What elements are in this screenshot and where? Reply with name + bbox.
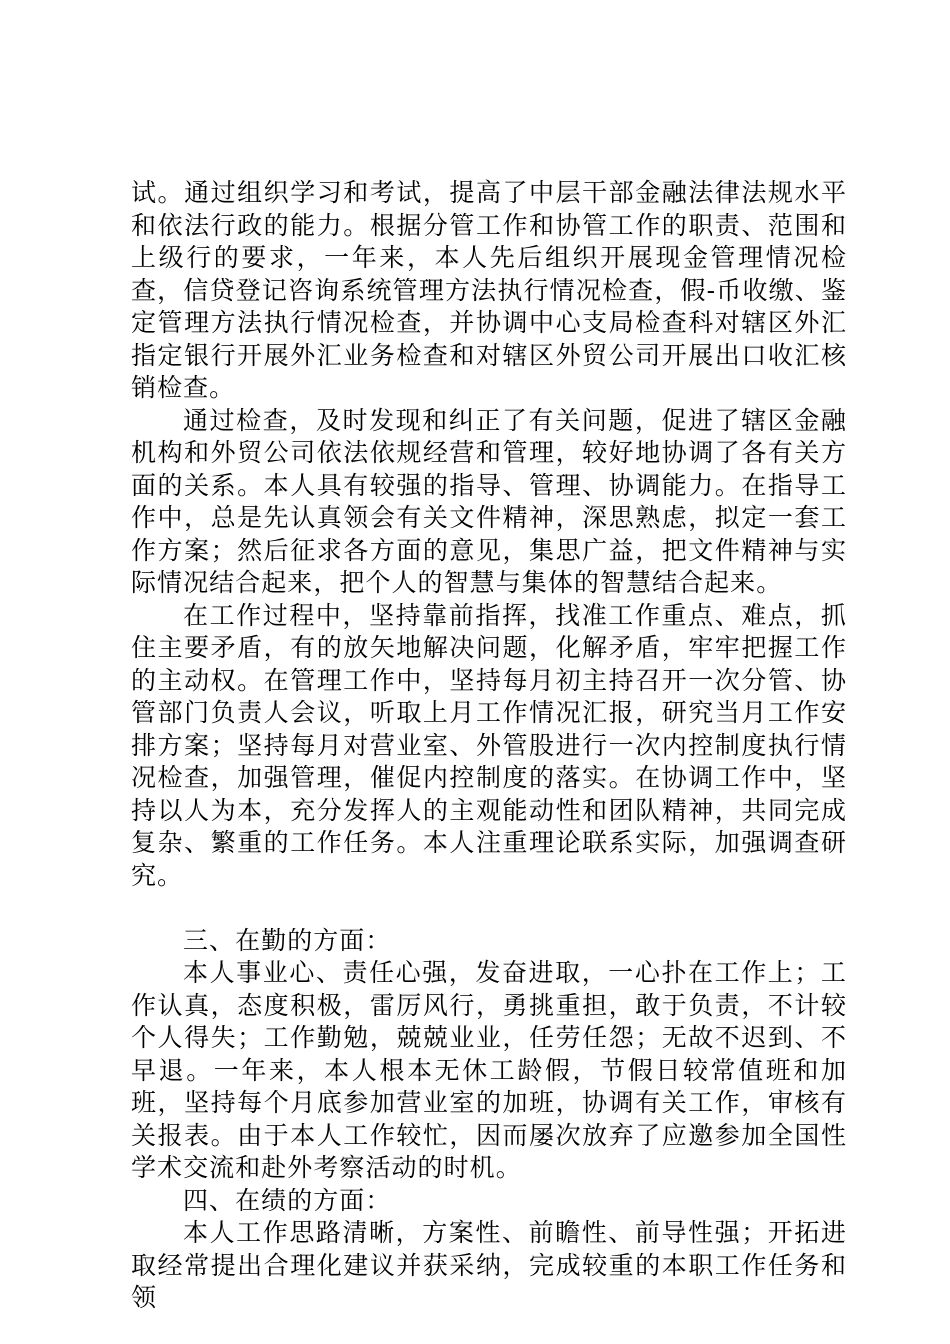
paragraph-work-process: 在工作过程中，坚持靠前指挥，找准工作重点、难点，抓住主要矛盾，有的放矢地解决问题，化解矛盾，牢牢把握工作的主动权。在管理工作中，坚持每月初主持召开一次分管、协管部门负责人会议，听取上月工作情况汇报，研究当月工作安排方案；坚持每月对营业室、外管股进行一次内控制度执行情况检查，加强管理，催促内控制度的落实。在协调工作中，坚持以人为本，充分发挥人的主观能动性和团队精神，共同完成复杂、繁重的工作任务。本人注重理论联系实际，加强调查研究。 — [131, 600, 847, 890]
paragraph-achievements: 本人工作思路清晰，方案性、前瞻性、前导性强；开拓进取经常提出合理化建议并获采纳，完成较重的本职工作任务和领 — [131, 1218, 847, 1312]
section-heading-diligence: 三、在勤的方面： — [183, 925, 392, 955]
paragraph-continuation: 试。通过组织学习和考试，提高了中层干部金融法律法规水平和依法行政的能力。根据分管工作和协管工作的职责、范围和上级行的要求，一年来，本人先后组织开展现金管理情况检查，信贷登记咨询系统管理方法执行情况检查，假-币收缴、鉴定管理方法执行情况检查，并协调中心支局检查科对辖区外汇指定银行开展外汇业务检查和对辖区外贸公司开展出口收汇核销检查。 — [131, 178, 847, 402]
paragraph-diligence: 本人事业心、责任心强，发奋进取，一心扑在工作上；工作认真，态度积极，雷厉风行，勇挑重担，敢于负责，不计较个人得失；工作勤勉，兢兢业业，任劳任怨；无故不迟到、不早退。一年来，本人根本无休工龄假，节假日较常值班和加班，坚持每个月底参加营业室的加班，协调有关工作，审核有关报表。由于本人工作较忙，因而屡次放弃了应邀参加全国性学术交流和赴外考察活动的时机。 — [131, 958, 847, 1182]
section-heading-achievements: 四、在绩的方面： — [183, 1185, 392, 1215]
document-body — [131, 177, 847, 1315]
paragraph-inspection-results: 通过检查，及时发现和纠正了有关问题，促进了辖区金融机构和外贸公司依法依规经营和管理，较好地协调了各有关方面的关系。本人具有较强的指导、管理、协调能力。在指导工作中，总是先认真领会有关文件精神，深思熟虑，拟定一套工作方案；然后征求各方面的意见，集思广益，把文件精神与实际情况结合起来，把个人的智慧与集体的智慧结合起来。 — [131, 405, 847, 597]
